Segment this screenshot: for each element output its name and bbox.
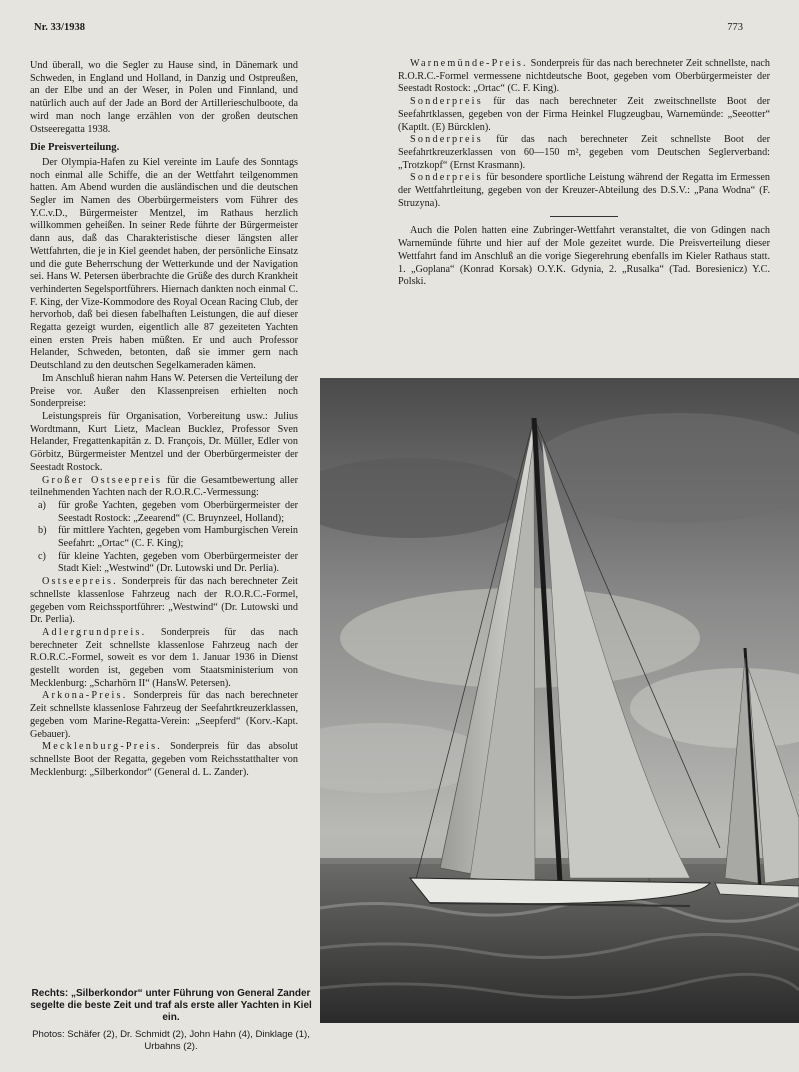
paragraph-polen: Auch die Polen hatten eine Zubringer-Wettfahrt veranstaltet, die von Gdingen nach Warnemünde führte und hier auf der Mole gezeitet wurde. Die Preisverteilung dieser Wettfahrt fand im Anschluß an die vorige Siegerehrung ebenfalls im Kieler Rathaus statt. 1. „Goplana“ (Konrad Korsak) O.Y.K. Gdynia, 2. „Rusalka“ (Tad. Boresienicz) Y.C. Polski. — [398, 225, 770, 288]
prize-list — [30, 500, 298, 576]
paragraph-distribution: Im Anschluß hieran nahm Hans W. Petersen die Verteilung der Preise vor. Außer den Klassenpreisen erhielten noch Sonderpreise: — [30, 372, 298, 410]
prize-title: Sonderpreis — [410, 172, 483, 184]
list-label: c) — [38, 550, 46, 562]
list-item — [30, 525, 298, 550]
list-item — [30, 551, 298, 576]
prize-title: Adlergrundpreis. — [42, 626, 147, 638]
list-item — [30, 500, 298, 525]
photo-credit: Photos: Schäfer (2), Dr. Schmidt (2), John Hahn (4), Dinklage (1), Urbahns (2). — [32, 1029, 310, 1052]
list-text: für mittlere Yachten, gegeben vom Hamburgischen Verein Seefahrt: „Ortac“ (C. F. King); — [58, 525, 298, 550]
left-column — [30, 60, 298, 779]
paragraph-grosser-ostseepreis — [30, 475, 298, 500]
issue-number: Nr. 33/1938 — [34, 22, 85, 33]
prize-title: Mecklenburg-Preis. — [42, 741, 163, 753]
right-column — [398, 58, 770, 289]
paragraph-sonderpreis-1 — [398, 96, 770, 134]
paragraph-adlergrundpreis — [30, 627, 298, 691]
paragraph-mecklenburg-preis — [30, 741, 298, 779]
prize-title: Ostseepreis. — [42, 576, 118, 588]
yacht-photo — [320, 378, 799, 1023]
prize-text: Sonderpreis für das nach berechneter Zeit schnellste klassenlose Fahrzeug nach der R.O.R.C.-Formel, soweit es vor dem 1. Januar 1936 in Dienst gestellt worden ist, gegeben vom Staatsministerium von Mecklenburg: „Scharhörn II“ (HansW. Petersen). — [30, 626, 298, 689]
list-text: für kleine Yachten, gegeben vom Oberbürgermeister der Stadt Kiel: „Westwind“ (Dr. Lutowski und Dr. Perlia). — [58, 550, 298, 575]
list-label: a) — [38, 499, 46, 511]
prize-text: Sonderpreis für das absolut schnellste Boot der Regatta, gegeben vom Reichsstatthalter von Mecklenburg: „Silberkondor“ (General d. L. Zander). — [30, 741, 298, 778]
list-text: für große Yachten, gegeben vom Oberbürgermeister der Seestadt Rostock: „Zeearend“ (C. Bruynzeel, Holland); — [58, 499, 298, 524]
paragraph-sonderpreis-3 — [398, 172, 770, 210]
photo-caption — [30, 988, 312, 1053]
prize-text: Sonderpreis für das nach berechneter Zeit schnellste klassenlose Fahrzeug nach der R.O.R.C.-Formel, gegeben vom Reichssportführer: „Westwind“ (Dr. Lutowski und Dr. Perlia). — [30, 576, 298, 626]
prize-title: Arkona-Preis. — [42, 690, 128, 702]
paragraph-warnemuende-preis — [398, 58, 770, 96]
paragraph-ostseepreis — [30, 576, 298, 627]
prize-title: Sonderpreis — [410, 96, 483, 108]
prize-text: Sonderpreis für das nach berechneter Zeit schnellste, nach R.O.R.C.-Formel vermessene nichtdeutsche Boot, gegeben vom Oberbürgermeister der Seestadt Rostock: „Ortac“ (C. F. King). — [398, 58, 770, 95]
paragraph-arkona-preis — [30, 690, 298, 741]
caption-text: Rechts: „Silberkondor“ unter Führung von General Zander segelte die beste Zeit und traf als erste aller Yachten in Kiel ein. — [30, 988, 312, 1023]
sailing-yacht-image — [320, 378, 799, 1023]
list-label: b) — [38, 525, 47, 537]
prize-text: für das nach berechneter Zeit zweitschnellste Boot der Seefahrtklassen, gegeben von der Firma Heinkel Flugzeugbau, Warnemünde: „Seeotter“ (Kaptlt. (E) Bürcklen). — [398, 96, 770, 133]
prize-title: Sonderpreis — [410, 134, 483, 146]
paragraph-sonderpreis-2 — [398, 134, 770, 172]
prize-title: Warnemünde-Preis. — [410, 58, 528, 69]
prize-text: Sonderpreis für das nach berechneter Zeit schnellste klassenlose Fahrzeug der Seefahrtkreuzerklassen, gegeben vom Marine-Regatta-Verein: „Seepferd“ (Korv.-Kapt. Gebauer). — [30, 690, 298, 740]
prize-title: Großer Ostseepreis — [42, 474, 163, 486]
paragraph-reception: Der Olympia-Hafen zu Kiel vereinte im Laufe des Sonntags noch einmal alle Schiffe, die an der Wettfahrt teilgenommen hatten. Am Abend wurden die ausländischen und die deutschen Segler im Namen des Oberbürgermeisters vom Führer des Y.C.v.D., Bürgermeister Mentzel, im Rathaus herzlich willkommen geheißen. In seiner Rede führte der Bürgermeister dann aus, daß das Charakteristische dieser längsten aller Wettfahrten, die je in Kiel geendet haben, der persönliche Einsatz und die gute Beherrschung der Wetterkunde und der Navigation sei. Hans W. Petersen überbrachte die Grüße des durch Krankheit verhinderten Segelsportführers. Hiernach dankten noch einmal C. F. King, der Vize-Kommodore des Royal Ocean Racing Club, der hervorhob, daß bei diesen fabelhaften Leistungen, die auf dieser Regatta gezeigt wurden, eigentlich alle 87 gezeiteten Yachten einen ersten Preis haben müßten. Er und auch Professor Helander, Schweden, betonten, daß sie immer gern nach Deutschland zu den deutschen Segelkameraden kämen. — [30, 156, 298, 372]
paragraph-leistungspreis: Leistungspreis für Organisation, Vorbereitung usw.: Julius Wordtmann, Kurt Lietz, Maclean Bucklez, Professor Sven Helander, Fregattenkapitän z. D. François, Dr. Müller, Edler von Görbitz, Bürgermeister Mentzel und der Oberbürgermeister der Seestadt Rostock. — [30, 410, 298, 473]
prize-text: für besondere sportliche Leistung während der Regatta im Ermessen der Wettfahrtleitung, gegeben von der Kreuzer-Abteilung des D.S.V.: „Pana Wodna“ (F. Struzyna). — [398, 172, 770, 209]
page-number: 773 — [727, 22, 743, 33]
prize-text: für die Gesamtbewertung aller teilnehmenden Yachten nach der R.O.R.C.-Vermessung: — [30, 474, 298, 499]
prize-text: für das nach berechneter Zeit schnellste Boot der Seefahrtkreuzerklassen von 60—150 m², gegeben vom Deutschen Seglerverband: „Trotzkopf“ (Ernst Krasmann). — [398, 134, 770, 171]
section-heading: Die Preisverteilung. — [30, 142, 120, 154]
intro-paragraph: Und überall, wo die Segler zu Hause sind, in Dänemark und Schweden, in England und Holland, in Danzig und Ostpreußen, an der Elbe und an der Weser, in Polen und Finnland, und natürlich auch auf der Jade an Bord der Artillerieschulboote, da wird man noch lange erzählen von der großen deutschen Ostseeregatta 1938. — [30, 60, 298, 135]
section-divider — [550, 216, 618, 217]
